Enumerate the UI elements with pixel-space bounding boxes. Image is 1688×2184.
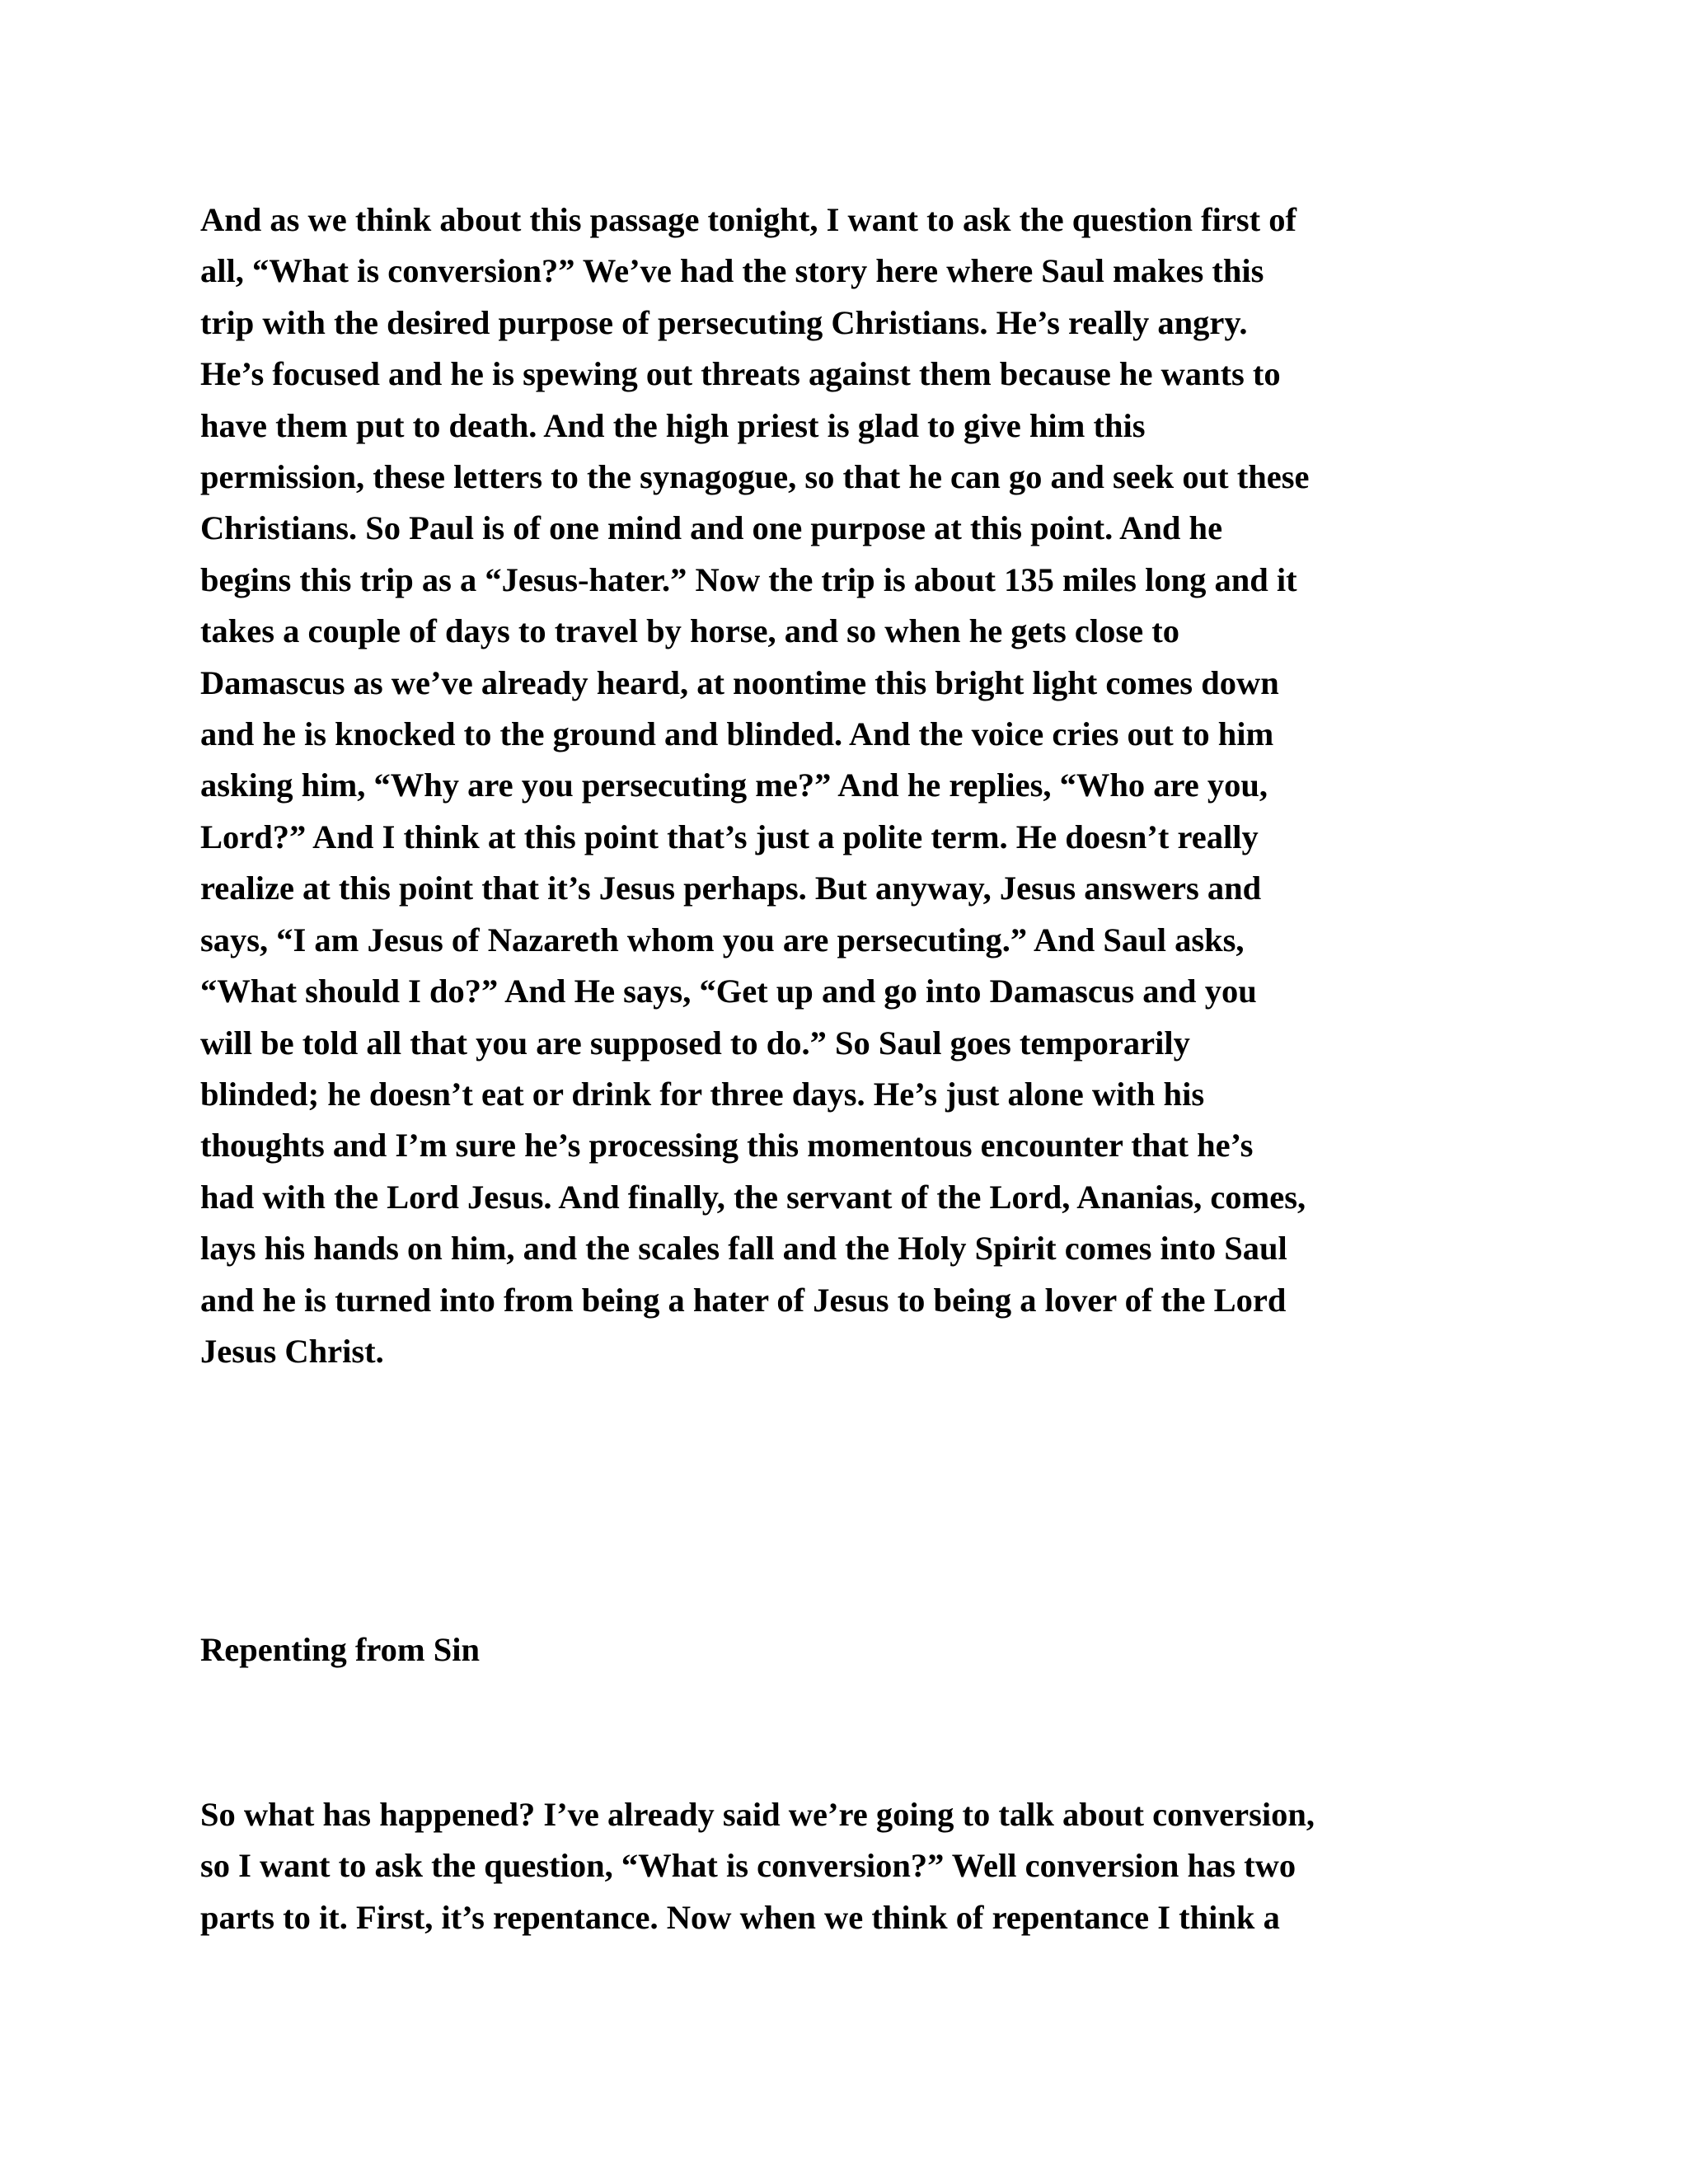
- section-heading: [200, 1624, 1503, 1675]
- text-line: begins this trip as a “Jesus-hater.” Now the trip is about 135 miles long and it: [200, 560, 1297, 598]
- text-line: realize at this point that it’s Jesus perhaps. But anyway, Jesus answers and: [200, 869, 1262, 907]
- text-line: Lord?” And I think at this point that’s just a polite term. He doesn’t really: [200, 818, 1259, 855]
- text-line: So what has happened? I’ve already said we’re going to talk about conversion,: [200, 1796, 1315, 1833]
- text-line: Damascus as we’ve already heard, at noontime this bright light comes down: [200, 663, 1279, 701]
- text-line: lays his hands on him, and the scales fall and the Holy Spirit comes into Saul: [200, 1230, 1287, 1268]
- paragraph-conversion-story: [200, 194, 1503, 1377]
- text-line: thoughts and I’m sure he’s processing this momentous encounter that he’s: [200, 1127, 1254, 1165]
- text-line: And as we think about this passage tonight, I want to ask the question first of: [200, 201, 1296, 238]
- text-line: and he is knocked to the ground and blinded. And the voice cries out to him: [200, 715, 1274, 753]
- text-line: trip with the desired purpose of persecuting Christians. He’s really angry.: [200, 303, 1248, 341]
- text-line: have them put to death. And the high priest is glad to give him this: [200, 406, 1146, 444]
- text-line: “What should I do?” And He says, “Get up and go into Damascus and you: [200, 972, 1257, 1010]
- text-line: blinded; he doesn’t eat or drink for three days. He’s just alone with his: [200, 1075, 1205, 1113]
- text-line: all, “What is conversion?” We’ve had the story here where Saul makes this: [200, 252, 1264, 290]
- text-line: parts to it. First, it’s repentance. Now when we think of repentance I think a: [200, 1898, 1280, 1936]
- text-line: and he is turned into from being a hater of Jesus to being a lover of the Lord: [200, 1281, 1287, 1319]
- text-line: permission, these letters to the synagogue, so that he can go and seek out these: [200, 458, 1310, 496]
- text-line: takes a couple of days to travel by horse, and so when he gets close to: [200, 612, 1179, 650]
- text-line: asking him, “Why are you persecuting me?” And he replies, “Who are you,: [200, 766, 1268, 804]
- text-line: had with the Lord Jesus. And finally, the servant of the Lord, Ananias, comes,: [200, 1178, 1306, 1216]
- text-line: will be told all that you are supposed to do.” So Saul goes temporarily: [200, 1024, 1190, 1062]
- text-line: so I want to ask the question, “What is conversion?” Well conversion has two: [200, 1847, 1296, 1885]
- section-heading-text: Repenting from Sin: [200, 1631, 481, 1668]
- text-line: says, “I am Jesus of Nazareth whom you are persecuting.” And Saul asks,: [200, 921, 1245, 958]
- text-line: Christians. So Paul is of one mind and one purpose at this point. And he: [200, 509, 1223, 547]
- text-line: He’s focused and he is spewing out threats against them because he wants to: [200, 355, 1281, 393]
- paragraph-what-is-conversion: [200, 1789, 1503, 1943]
- text-line: Jesus Christ.: [200, 1332, 384, 1370]
